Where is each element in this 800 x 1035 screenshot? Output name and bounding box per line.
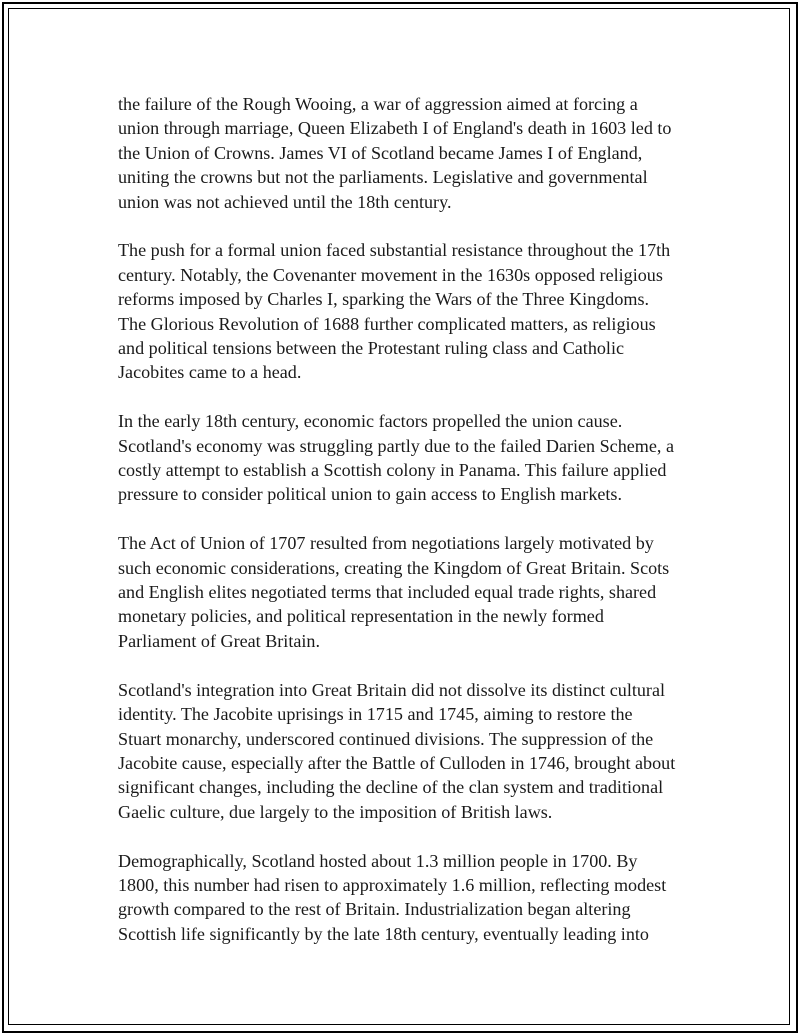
- paragraph-rough-wooing: the failure of the Rough Wooing, a war of aggression aimed at forcing a union through marriage, Queen Elizabeth I of England's death in 1603 led to the Union of Crowns. James VI of Scotland became James I of England, uniting the crowns but not the parliaments. Legislative and governmental union was not achieved until the 18th century.: [118, 94, 672, 212]
- document-body: [118, 92, 698, 971]
- paragraph-economic-factors: In the early 18th century, economic factors propelled the union cause. Scotland's economy was struggling partly due to the failed Darien Scheme, a costly attempt to establish a Scottish colony in Panama. This failure applied pressure to consider political union to gain access to English markets.: [118, 411, 674, 505]
- paragraph-demographics: Demographically, Scotland hosted about 1.3 million people in 1700. By 1800, this number had risen to approximately 1.6 million, reflecting modest growth compared to the rest of Britain. Industrialization began altering Scottish life significantly by the late 18th century, eventually leading into: [118, 850, 667, 944]
- paragraph-act-of-union: The Act of Union of 1707 resulted from negotiations largely motivated by such economic considerations, creating the Kingdom of Great Britain. Scots and English elites negotiated terms that included equal trade rights, shared monetary policies, and political representation in the newly formed Parliament of Great Britain.: [118, 533, 670, 651]
- paragraph-17th-century-resistance: The push for a formal union faced substantial resistance throughout the 17th century. Notably, the Covenanter movement in the 1630s opposed religious reforms imposed by Charles I, sparking the Wars of the Three Kingdoms. The Glorious Revolution of 1688 further complicated matters, as religious and political tensions between the Protestant ruling class and Catholic Jacobites came to a head.: [118, 240, 671, 383]
- paragraph-cultural-identity: Scotland's integration into Great Britain did not dissolve its distinct cultural identity. The Jacobite uprisings in 1715 and 1745, aiming to restore the Stuart monarchy, underscored continued divisions. The suppression of the Jacobite cause, especially after the Battle of Culloden in 1746, brought about significant changes, including the decline of the clan system and traditional Gaelic culture, due largely to the imposition of British laws.: [118, 679, 676, 822]
